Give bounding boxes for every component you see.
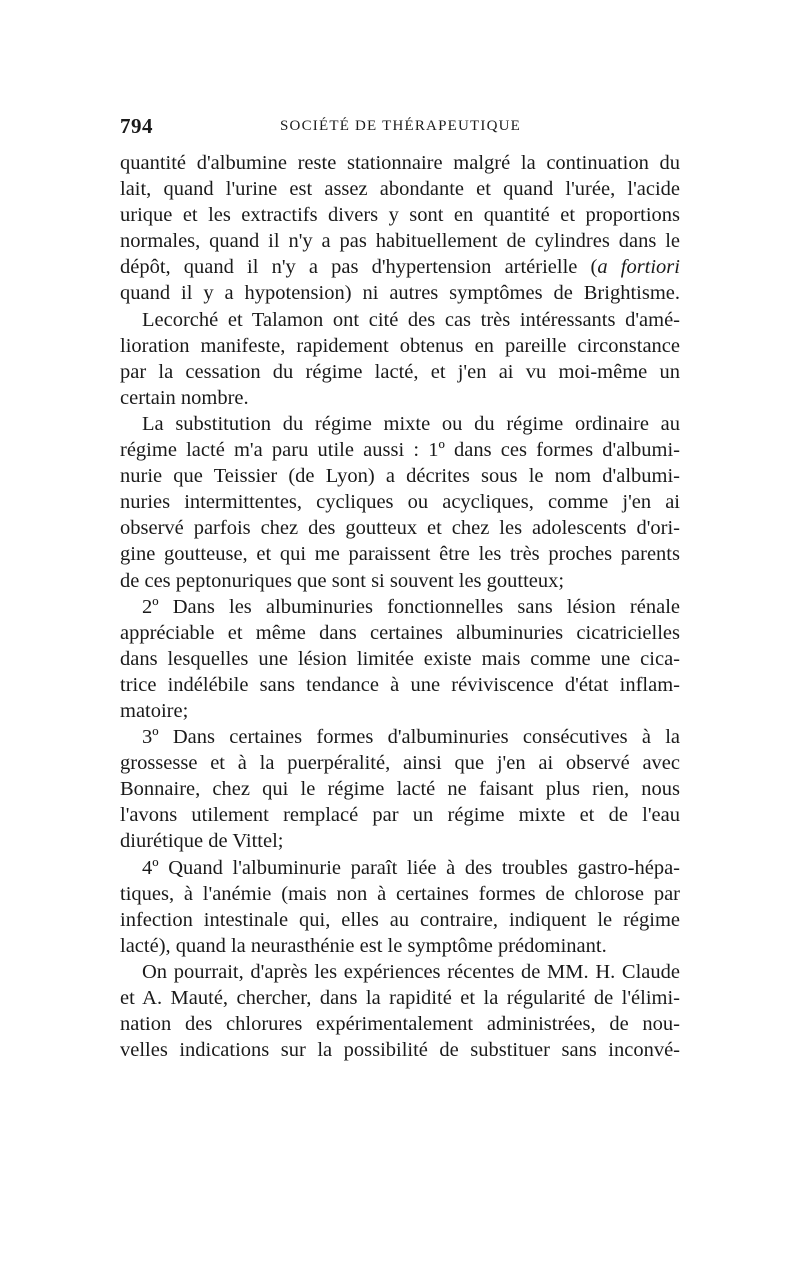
- text-line: [120, 802, 680, 828]
- text-line-content: nurie que Teissier (de Lyon) a décrites sous le nom d'albumi-: [120, 465, 680, 488]
- text-line: [120, 176, 680, 202]
- text-line-content: gine goutteuse, et qui me paraissent être les très proches parents: [120, 543, 680, 566]
- text-line: [120, 202, 680, 228]
- text-line-content: tiques, à l'anémie (mais non à certaines formes de chlorose par: [120, 882, 680, 905]
- text-line: [120, 907, 680, 933]
- text-line-content: lioration manifeste, rapidement obtenus en pareille circonstance: [120, 334, 680, 357]
- text-line-content: dans lesquelles une lésion limitée existe mais comme une cica-: [120, 647, 680, 670]
- text-line: [120, 672, 680, 698]
- text-line-content: lait, quand l'urine est assez abondante et quand l'urée, l'acide: [120, 178, 680, 201]
- text-line-content: de ces peptonuriques que sont si souvent les goutteux;: [120, 569, 565, 592]
- text-line-content: grossesse et à la puerpéralité, ainsi que j'en ai observé avec: [120, 752, 680, 775]
- text-line: [120, 359, 680, 385]
- text-line-content: nuries intermittentes, cycliques ou acycliques, comme j'en ai: [120, 491, 680, 514]
- text-line: [120, 489, 680, 515]
- text-line: [120, 1011, 680, 1037]
- page-number: 794: [120, 114, 153, 138]
- text-line: [120, 228, 680, 254]
- italic-phrase: a fortiori: [597, 256, 680, 279]
- text-line: [120, 437, 680, 463]
- text-line: [120, 933, 680, 959]
- text-line: [120, 568, 680, 594]
- text-line: [120, 515, 680, 541]
- text-line-content: lacté), quand la neurasthénie est le symptôme prédominant.: [120, 934, 607, 957]
- text-line-content: 2º Dans les albuminuries fonctionnelles sans lésion rénale: [142, 595, 680, 618]
- text-line-content: trice indélébile sans tendance à une réviviscence d'état inflam-: [120, 673, 680, 696]
- text-line: [120, 463, 680, 489]
- text-line: [120, 254, 680, 280]
- text-line: [120, 724, 680, 750]
- text-line: [120, 307, 680, 333]
- text-line: [120, 280, 680, 306]
- running-head: [120, 114, 680, 142]
- text-line-content: urique et les extractifs divers y sont en quantité et proportions: [120, 204, 680, 227]
- text-line: [120, 776, 680, 802]
- text-line-content: par la cessation du régime lacté, et j'en ai vu moi-même un: [120, 360, 680, 383]
- text-line: [120, 698, 680, 724]
- text-line: [120, 646, 680, 672]
- text-line-content: matoire;: [120, 699, 189, 722]
- text-line-content: appréciable et même dans certaines albuminuries cicatricielles: [120, 621, 680, 644]
- text-line: [120, 855, 680, 881]
- text-line-content: infection intestinale qui, elles au contraire, indiquent le régime: [120, 908, 680, 931]
- text-line-content: 4º Quand l'albuminurie paraît liée à des troubles gastro-hépa-: [142, 856, 680, 879]
- text-line: [120, 1037, 680, 1063]
- text-line-content: On pourrait, d'après les expériences récentes de MM. H. Claude: [142, 960, 680, 983]
- text-line: [120, 411, 680, 437]
- text-line-content: La substitution du régime mixte ou du régime ordinaire au: [142, 412, 680, 435]
- text-line: [120, 985, 680, 1011]
- text-line: [120, 828, 680, 854]
- text-line: [120, 881, 680, 907]
- text-line-content: l'avons utilement remplacé par un régime mixte et de l'eau: [120, 804, 680, 827]
- text-line-content: 3º Dans certaines formes d'albuminuries consécutives à la: [142, 726, 680, 749]
- text-line: [120, 750, 680, 776]
- text-line-content: régime lacté m'a paru utile aussi : 1º dans ces formes d'albumi-: [120, 439, 680, 462]
- text-line-content: Lecorché et Talamon ont cité des cas très intéressants d'amé-: [142, 308, 680, 331]
- text-line: [120, 333, 680, 359]
- text-line-content: velles indications sur la possibilité de substituer sans inconvé-: [120, 1039, 680, 1062]
- running-title: SOCIÉTÉ DE THÉRAPEUTIQUE: [280, 118, 522, 134]
- text-line-content: quantité d'albumine reste stationnaire malgré la continuation du: [120, 152, 680, 174]
- text-line: [120, 959, 680, 985]
- text-line-content: diurétique de Vittel;: [120, 830, 284, 853]
- body-text: [120, 150, 680, 1063]
- text-line-content: certain nombre.: [120, 386, 249, 409]
- text-line: [120, 620, 680, 646]
- text-line: [120, 385, 680, 411]
- text-line-content: nation des chlorures expérimentalement administrées, de nou-: [120, 1013, 680, 1036]
- text-line-content: dépôt, quand il n'y a pas d'hypertension artérielle (: [120, 256, 598, 279]
- text-line: [120, 594, 680, 620]
- text-line: [120, 150, 680, 176]
- text-line-content: et A. Mauté, chercher, dans la rapidité et la régularité de l'élimi-: [120, 987, 680, 1009]
- text-line: [120, 541, 680, 567]
- text-line-content: observé parfois chez des goutteux et chez les adolescents d'ori-: [120, 517, 680, 540]
- text-line-content: Bonnaire, chez qui le régime lacté ne faisant plus rien, nous: [120, 778, 680, 801]
- text-line-content: quand il y a hypotension) ni autres symptômes de Brightisme.: [120, 282, 680, 305]
- text-line-content: normales, quand il n'y a pas habituellement de cylindres dans le: [120, 230, 680, 253]
